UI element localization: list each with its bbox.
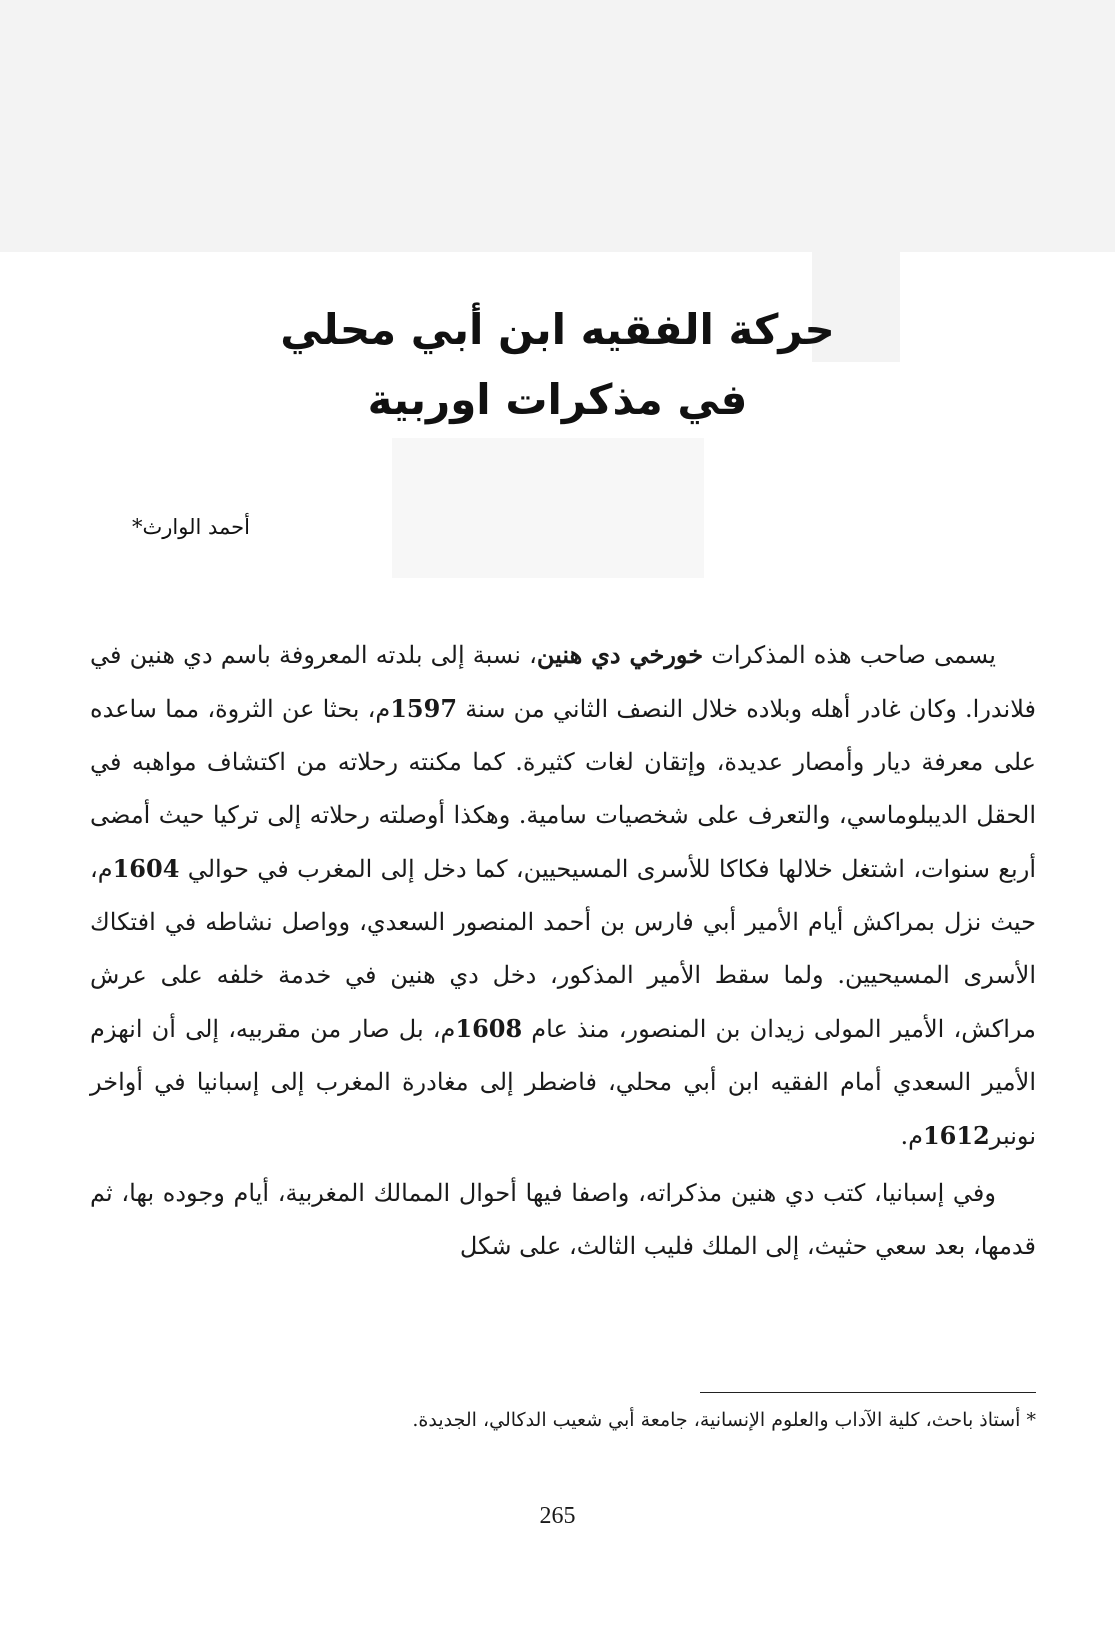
footnote: * أستاذ باحث، كلية الآداب والعلوم الإنسانية، جامعة أبي شعيب الدكالي، الجديدة. (412, 1409, 1036, 1431)
article-title (0, 295, 1115, 435)
title-line-2: في مذكرات اوربية (367, 375, 748, 424)
title-line-1: حركة الفقيه ابن أبي محلي (280, 305, 835, 354)
paragraph-2: وفي إسبانيا، كتب دي هنين مذكراته، واصفا فيها أحوال الممالك المغربية، أيام وجوده بها، ثم قدمها، بعد سعي حثيث، إلى الملك فليب الثالث، على شكل (90, 1179, 1036, 1260)
paragraph-1-text: م، بل صار من مقربيه، إلى أن انهزم الأمير السعدي أمام الفقيه ابن أبي محلي، فاضطر إلى مغادرة المغرب إلى إسبانيا في أواخر نونبر (90, 1015, 1037, 1150)
paragraph-1 (90, 628, 1036, 1163)
scan-shade-middle (392, 438, 704, 578)
year-1612: 1612 (922, 1121, 990, 1150)
year-1604: 1604 (112, 854, 180, 883)
person-name-highlight: خورخي دي هنين (536, 640, 704, 669)
year-1608: 1608 (455, 1014, 523, 1043)
paragraph-1-text: ، نسبة إلى بلدته المعروفة باسم دي هنين في فلاندرا. وكان غادر أهله وبلاده خلال النصف الثاني من سنة (90, 641, 1036, 723)
page-number: 265 (539, 1503, 576, 1529)
footnote-divider (700, 1392, 1036, 1393)
paragraph-1-text: يسمى صاحب هذه المذكرات (703, 641, 996, 669)
article-body (90, 628, 1036, 1273)
paragraph-1-text: م. (900, 1122, 923, 1150)
scan-shade-top (0, 0, 1115, 252)
paragraph-1-text: م، حيث نزل بمراكش أيام الأمير أبي فارس بن أحمد المنصور السعدي، وواصل نشاطه في افتكاك الأسرى المسيحيين. ولما سقط الأمير المذكور، دخل دي هنين في خدمة خلفه على عرش مراكش، الأمير المولى زيدان بن المنصور، منذ عام (90, 855, 1037, 1043)
paragraph-1-text: م، بحثا عن الثروة، مما ساعده على معرفة ديار وأمصار عديدة، وإتقان لغات كثيرة. كما مكنته رحلاته من اكتشاف مواهبه في الحقل الديبلوماسي، والتعرف على شخصيات سامية. وهكذا أوصلته رحلاته إلى تركيا حيث أمضى أربع سنوات، اشتغل خلالها فكاكا للأسرى المسيحيين، كما دخل إلى المغرب في حوالي (90, 695, 1036, 883)
author-name: أحمد الوارث* (132, 515, 250, 539)
year-1597: 1597 (390, 694, 458, 723)
